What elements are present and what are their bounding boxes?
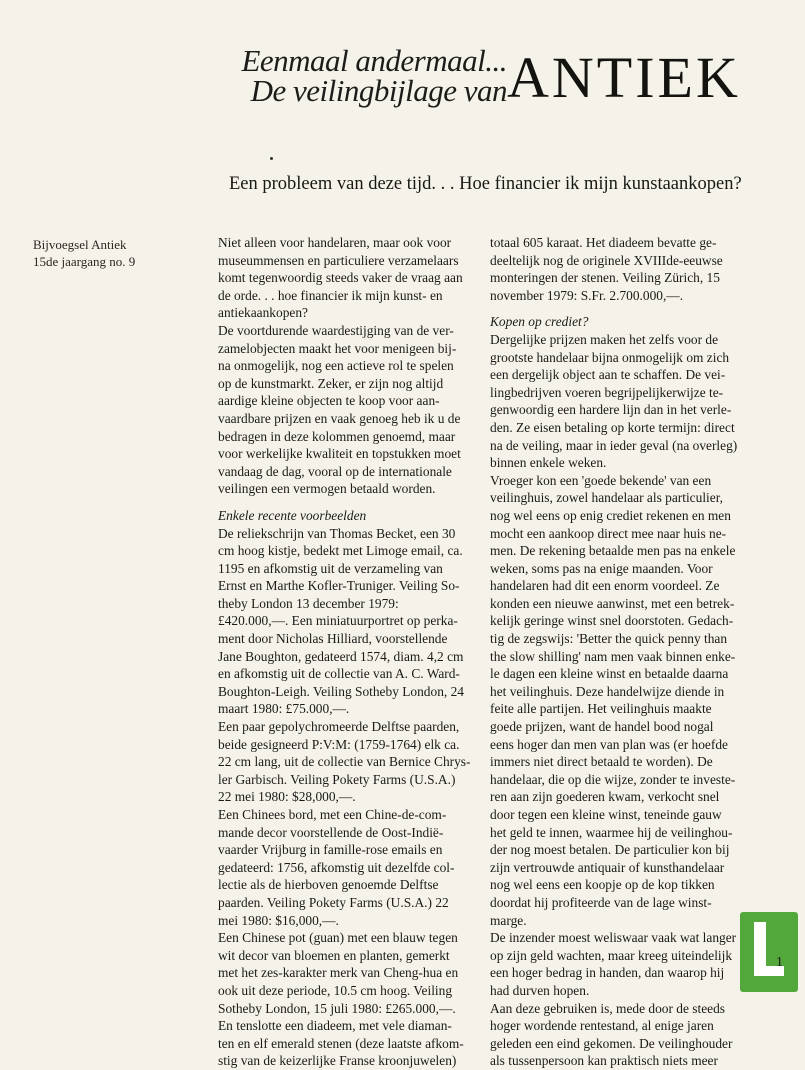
text-line: een dergelijk object aan te schaffen. De vei- bbox=[490, 367, 726, 383]
text-line: feite alle partijen. Het veilinghuis maakte bbox=[490, 701, 712, 717]
text-line: nog wel eens op enig crediet rekenen en men bbox=[490, 507, 731, 523]
issue-info bbox=[33, 236, 203, 270]
text-line: 1195 en afkomstig uit de verzameling van bbox=[218, 560, 443, 576]
text-line: op de kunstmarkt. Zeker, er zijn nog altijd bbox=[218, 375, 444, 391]
examples-paragraph bbox=[218, 525, 480, 1070]
section-heading-examples: Enkele recente voorbeelden bbox=[218, 507, 367, 523]
issue-info-line1: Bijvoegsel Antiek bbox=[33, 237, 127, 252]
text-line: ren aan zijn goederen kwam, verkocht snel bbox=[490, 789, 720, 805]
text-line: paarden. Veiling Pokety Farms (U.S.A.) 22 bbox=[218, 894, 449, 910]
section-heading-credit: Kopen op crediet? bbox=[490, 314, 589, 330]
credit-paragraph bbox=[490, 331, 752, 1070]
text-line: voor werkelijke kwaliteit en topstukken moet bbox=[218, 446, 461, 462]
text-line: aardige kleine objecten te koop voor aan- bbox=[218, 393, 440, 409]
text-line: antiekaankopen? bbox=[218, 305, 308, 321]
text-line: beide gesigneerd P:V:M: (1759-1764) elk ca. bbox=[218, 736, 460, 752]
text-line: een hoger bedrag in handen, dan waarop hij bbox=[490, 965, 725, 981]
text-line: na de veiling, maar in ieder geval (na overleg) bbox=[490, 437, 738, 453]
text-line: de orde. . . hoe financier ik mijn kunst- en bbox=[218, 287, 443, 303]
text-line: Aan deze gebruiken is, mede door de steeds bbox=[490, 1000, 725, 1016]
text-line: als tussenpersoon kan praktisch niets meer bbox=[490, 1053, 718, 1069]
text-line: maart 1980: £75.000,—. bbox=[218, 701, 350, 717]
logo-mark bbox=[740, 912, 798, 992]
text-line: veilinghuis, zowel handelaar als particulier, bbox=[490, 490, 723, 506]
text-line: veilingen een vermogen betaald worden. bbox=[218, 481, 436, 497]
text-line: Een Chinees bord, met een Chine-de-com- bbox=[218, 807, 447, 822]
text-line: 22 cm lang, uit de collectie van Bernice Chrys- bbox=[218, 754, 471, 770]
intro-paragraph bbox=[218, 234, 480, 498]
title-italic-line2: De veilingbijlage van bbox=[250, 73, 507, 108]
text-line: the slow shilling' nam men vaak binnen enke- bbox=[490, 648, 736, 664]
text-line: Jane Boughton, gedateerd 1574, diam. 4,2 cm bbox=[218, 648, 464, 664]
text-line: grootste handelaar bijna onmogelijk om zich bbox=[490, 349, 730, 365]
text-line: £420.000,—. Een miniatuurportret op perka- bbox=[218, 613, 458, 629]
text-line: en afkomstig uit de collectie van A. C. Ward- bbox=[218, 666, 460, 682]
text-line: De voortdurende waardestijging van de ver- bbox=[218, 322, 454, 338]
text-line: hoger wordende rentestand, al enige jaren bbox=[490, 1018, 714, 1034]
text-line: met het zes-karakter merk van Cheng-hua en bbox=[218, 965, 459, 981]
text-line: immers niet direct betaald te worden). De bbox=[490, 754, 713, 770]
text-line: konden een nieuwe aanwinst, met een betrek- bbox=[490, 595, 735, 611]
text-line: monteringen der stenen. Veiling Zürich, 15 bbox=[490, 270, 720, 286]
text-line: handelaren had dit een enorm voordeel. Ze bbox=[490, 578, 720, 594]
page-number: 1 bbox=[776, 955, 783, 970]
text-line: Niet alleen voor handelaren, maar ook voor bbox=[218, 235, 452, 250]
text-line: ook uit deze periode, 10.5 cm hoog. Veiling bbox=[218, 982, 453, 998]
text-line: komt tegenwoordig steeds vaker de vraag aan bbox=[218, 270, 463, 286]
text-line: tig de zegswijs: 'Better the quick penny than bbox=[490, 631, 728, 647]
text-line: deeltelijk nog de originele XVIIIde-eeuwse bbox=[490, 252, 723, 268]
text-line: vaardbare prijzen en vaak genoeg heb ik u de bbox=[218, 410, 461, 426]
text-line: der nog moest betalen. De particulier kon bij bbox=[490, 842, 730, 858]
title-italic bbox=[222, 43, 507, 108]
text-line: vaarder Vrijburg in famille-rose emails en bbox=[218, 842, 443, 858]
title-italic-line1: Eenmaal andermaal... bbox=[241, 43, 507, 78]
text-line: mocht een aankoop direct mee naar huis ne- bbox=[490, 525, 727, 541]
text-line: En tenslotte een diadeem, met vele diaman- bbox=[218, 1018, 452, 1034]
text-line: genwoordig een hardere lijn dan in het verle- bbox=[490, 402, 732, 418]
text-line: stig van de keizerlijke Franse kroonjuwelen) bbox=[218, 1053, 457, 1069]
text-line: lectie als de hierboven genoemde Delftse bbox=[218, 877, 439, 893]
page-title bbox=[222, 43, 767, 116]
text-line: binnen enkele weken. bbox=[490, 455, 607, 471]
text-line: le dagen een kleine winst en betaalde daarna bbox=[490, 666, 729, 682]
text-line: door tegen een kleine winst, teneinde gauw bbox=[490, 807, 722, 822]
text-line: op zijn geld wachten, maar kreeg uiteindelijk bbox=[490, 947, 733, 963]
text-line: weken, soms pas na enige maanden. Voor bbox=[490, 560, 713, 576]
text-line: ten en elf emerald stenen (deze laatste afkom- bbox=[218, 1035, 464, 1051]
text-line: 22 mei 1980: $28,000,—. bbox=[218, 789, 356, 805]
text-line: het geld te innen, waarmee hij de veilinghou- bbox=[490, 824, 733, 840]
text-line: ler Garbisch. Veiling Pokety Farms (U.S.A.) bbox=[218, 771, 456, 787]
text-line: eens hoger dan men van plan was (er hoefde bbox=[490, 736, 728, 752]
title-antiek: ANTIEK bbox=[507, 45, 741, 110]
text-line: het veilinghuis. Deze handelwijze diende in bbox=[490, 683, 725, 699]
text-line: zijn vertrouwde antiquair of kunsthandelaar bbox=[490, 859, 725, 875]
text-line: na onmogelijk, nog een actieve rol te spelen bbox=[218, 358, 454, 374]
text-line: cm hoog kistje, bedekt met Limoge email, ca. bbox=[218, 543, 463, 559]
text-line: Sotheby London, 15 juli 1980: £265.000,—. bbox=[218, 1000, 456, 1016]
text-line: bedragen in deze kolommen genoemd, maar bbox=[218, 428, 456, 444]
text-line: november 1979: S.Fr. 2.700.000,—. bbox=[490, 287, 684, 303]
text-column-1 bbox=[218, 234, 480, 1070]
text-line: Vroeger kon een 'goede bekende' van een bbox=[490, 472, 712, 488]
text-line: vandaag de dag, vooral op de internationale bbox=[218, 463, 452, 479]
text-line: men. De rekening betaalde men pas na enkele bbox=[490, 543, 736, 559]
text-line: Een Chinese pot (guan) met een blauw tegen bbox=[218, 930, 458, 946]
text-line: had durven hopen. bbox=[490, 982, 590, 998]
text-line: museummensen en particuliere verzamelaars bbox=[218, 252, 459, 268]
text-line: totaal 605 karaat. Het diadeem bevatte ge- bbox=[490, 235, 717, 250]
text-line: kelijk geringe winst snel doorstoten. Gedach- bbox=[490, 613, 734, 629]
text-line: goede prijzen, want de handel bood nogal bbox=[490, 719, 714, 735]
text-line: gedateerd: 1756, afkomstig uit dezelfde col- bbox=[218, 859, 455, 875]
text-line: Boughton-Leigh. Veiling Sotheby London, 24 bbox=[218, 683, 464, 699]
text-line: mei 1980: $16,000,—. bbox=[218, 912, 339, 928]
continued-paragraph bbox=[490, 234, 752, 304]
text-line: theby London 13 december 1979: bbox=[218, 595, 399, 611]
dot-mark bbox=[270, 157, 273, 160]
text-line: De reliekschrijn van Thomas Becket, een 30 bbox=[218, 525, 456, 541]
text-line: De inzender moest weliswaar vaak wat langer bbox=[490, 930, 737, 946]
text-line: geleden een eind gekomen. De veilinghouder bbox=[490, 1035, 733, 1051]
text-line: wit decor van bloemen en planten, gemerkt bbox=[218, 947, 450, 963]
issue-info-line2: 15de jaargang no. 9 bbox=[33, 254, 136, 269]
text-line: marge. bbox=[490, 912, 527, 928]
text-line: zamelobjecten maakt het voor menigeen bij- bbox=[218, 340, 457, 356]
text-line: mande decor voorstellende de Oost-Indië- bbox=[218, 824, 444, 840]
text-line: handelaar, die op die wijze, zonder te investe- bbox=[490, 771, 736, 787]
text-line: Ernst en Marthe Kofler-Truniger. Veiling So- bbox=[218, 578, 460, 594]
text-line: Dergelijke prijzen maken het zelfs voor de bbox=[490, 331, 719, 347]
text-line: den. Ze eisen betaling op korte termijn: direct bbox=[490, 419, 735, 435]
text-line: doordat hij profiteerde van de lage winst- bbox=[490, 894, 712, 910]
text-column-2 bbox=[490, 234, 752, 1070]
text-line: nog wel eens een koopje op de kop tikken bbox=[490, 877, 715, 893]
text-line: ment door Nicholas Hilliard, voorstellende bbox=[218, 631, 448, 647]
subtitle: Een probleem van deze tijd. . . Hoe financier ik mijn kunstaankopen? bbox=[229, 174, 742, 194]
text-line: lingbedrijven voeren begrijpelijkerwijze te- bbox=[490, 384, 724, 400]
text-line: Een paar gepolychromeerde Delftse paarden, bbox=[218, 719, 460, 735]
